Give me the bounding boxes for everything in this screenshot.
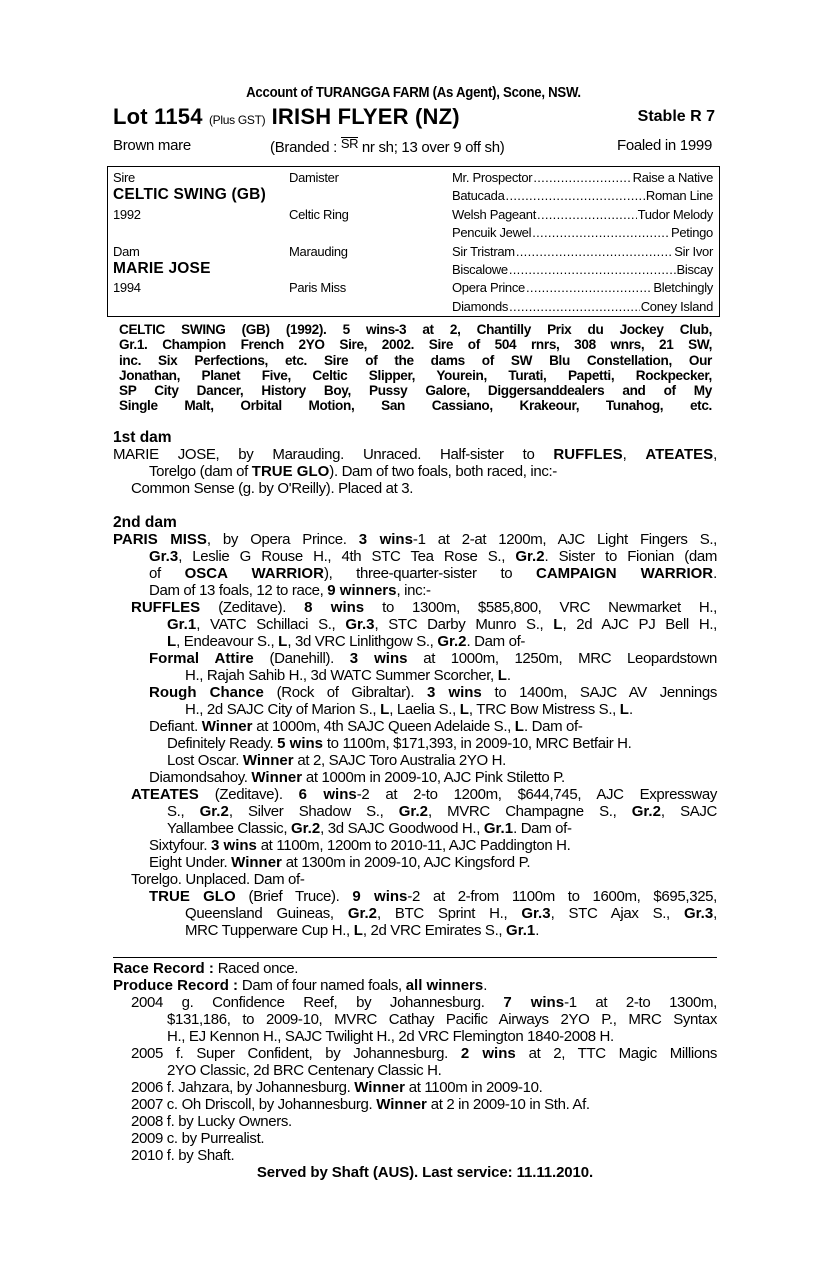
pedigree-entry xyxy=(113,1096,717,1113)
text-run: , xyxy=(713,446,717,463)
plus-gst-note: (Plus GST) xyxy=(208,113,266,127)
ancestor-left: Batucada xyxy=(452,188,505,204)
entry-line xyxy=(149,548,717,565)
bold-run: Gr.2 xyxy=(398,803,428,820)
pedigree-row xyxy=(108,168,719,186)
text-run: S., xyxy=(167,803,200,820)
summary-line: CELTIC SWING (GB) (1992). 5 wins-3 at 2, Chantilly Prix du Jockey Club, xyxy=(119,322,712,337)
ancestor-left: Sir Tristram xyxy=(452,243,515,259)
dam-section xyxy=(113,514,717,939)
summary-line: Jonathan, Planet Five, Celtic Slipper, Yourein, Turati, Papetti, Rockpecker, xyxy=(119,367,712,383)
entry-line xyxy=(167,1062,717,1079)
pedigree-ancestor-pair xyxy=(452,225,713,240)
text-run: to 1300m, $585,800, VRC Newmarket H., xyxy=(364,599,717,616)
bold-run: 8 wins xyxy=(304,599,365,616)
entry-line xyxy=(167,820,717,837)
text-run: Lost Oscar. xyxy=(167,752,243,769)
text-run: at 1000m in 2009-10, AJC Pink Stiletto P. xyxy=(302,769,565,786)
text-run: 2006 f. Jahzara, by Johannesburg. xyxy=(131,1079,355,1096)
pedigree-ancestor-pair xyxy=(452,188,713,203)
entry-line xyxy=(131,994,717,1011)
text-run: , Leslie G Rouse H., 4th STC Tea Rose S., xyxy=(178,548,516,565)
text-run: , inc:- xyxy=(396,582,431,599)
bold-run: Winner xyxy=(251,769,303,786)
text-run: . xyxy=(506,667,511,684)
entry-line xyxy=(131,599,717,616)
sire-summary xyxy=(119,322,712,414)
text-run: Yallambee Classic, xyxy=(167,820,291,837)
entry-line xyxy=(131,1096,717,1113)
bold-run: ATEATES xyxy=(645,446,714,463)
pedigree-grandparent: Paris Miss xyxy=(289,280,346,296)
bold-run: Winner xyxy=(231,854,282,871)
text-run: 2010 f. by Shaft. xyxy=(131,1147,235,1164)
text-run: Dam of 13 foals, 12 to race, xyxy=(149,582,328,599)
pedigree-entry xyxy=(113,599,717,650)
text-run: MARIE JOSE, by Marauding. Unraced. Half-sister to xyxy=(113,446,554,463)
text-run: -1 at 2-to 1300m, xyxy=(564,994,717,1011)
pedigree-row xyxy=(108,260,719,278)
stable-number: Stable R 7 xyxy=(637,108,715,125)
bold-run: L xyxy=(278,633,288,650)
entry-line xyxy=(131,1113,717,1130)
text-run: , STC Ajax S., xyxy=(550,905,684,922)
bold-run: Gr.3 xyxy=(521,905,551,922)
bold-run: Gr.1 xyxy=(483,820,514,837)
lot-title xyxy=(113,104,460,130)
pedigree-row xyxy=(108,205,719,223)
text-run: Diamondsahoy. xyxy=(149,769,252,786)
entry-line xyxy=(149,650,717,667)
lot-number: Lot 1154 xyxy=(113,104,203,129)
text-run: 2007 c. Oh Driscoll, by Johannesburg. xyxy=(131,1096,377,1113)
text-run: (Rock of Gibraltar). xyxy=(263,684,427,701)
bold-run: all winners xyxy=(405,977,484,994)
pedigree-horse-name: MARIE JOSE xyxy=(113,260,211,277)
entry-line xyxy=(167,803,717,820)
pedigree-entry xyxy=(113,531,717,599)
brand-prefix: (Branded : xyxy=(270,139,341,156)
text-run: , 2d VRC Emirates S., xyxy=(362,922,507,939)
pedigree-ancestor-pair xyxy=(452,207,713,222)
text-run: at 1000m, 4th SAJC Queen Adelaide S., xyxy=(252,718,515,735)
foaling-year: Foaled in 1999 xyxy=(616,137,712,154)
pedigree-entry xyxy=(113,650,717,684)
text-run: 2005 f. Super Confident, by Johannesburg. xyxy=(131,1045,461,1062)
section-heading: 1st dam xyxy=(113,429,172,446)
bold-run: CAMPAIGN WARRIOR xyxy=(536,565,714,582)
text-run: ), three-quarter-sister to xyxy=(323,565,536,582)
brand-mark: SR xyxy=(340,136,358,151)
text-run: . xyxy=(628,701,633,718)
horse-name: IRISH FLYER (NZ) xyxy=(271,104,460,129)
bold-run: Winner xyxy=(376,1096,427,1113)
entry-line xyxy=(185,905,717,922)
bold-run: Gr.2 xyxy=(199,803,229,820)
text-run: , VATC Schillaci S., xyxy=(196,616,346,633)
bold-run: Gr.2 xyxy=(515,548,545,565)
bold-run: Race Record : xyxy=(113,960,214,977)
entry-line xyxy=(149,854,717,871)
text-run: , MVRC Champagne S., xyxy=(427,803,632,820)
bold-run: L xyxy=(497,667,507,684)
bold-run: 2 wins xyxy=(460,1045,516,1062)
bold-run: 3 wins xyxy=(426,684,482,701)
pedigree-entry xyxy=(113,871,717,888)
text-run: , xyxy=(622,446,646,463)
bold-run: 7 wins xyxy=(503,994,565,1011)
entry-line xyxy=(131,1079,717,1096)
text-run: at 1000m, 1250m, MRC Leopardstown xyxy=(407,650,717,667)
pedigree-entry xyxy=(113,735,717,752)
ancestor-right: Petingo xyxy=(671,225,713,241)
pedigree-entry xyxy=(113,786,717,837)
bold-run: Gr.2 xyxy=(347,905,378,922)
dot-leader xyxy=(526,280,652,295)
dam-section xyxy=(113,429,717,497)
text-run: Common Sense (g. by O'Reilly). Placed at 3. xyxy=(131,480,414,497)
text-run: Eight Under. xyxy=(149,854,232,871)
summary-line: inc. Six Perfections, etc. Sire of the dams of SW Blu Constellation, Our xyxy=(119,352,712,368)
service-note: Served by Shaft (AUS). Last service: 11.11.2010. xyxy=(256,1164,594,1181)
bold-run: 9 wins xyxy=(352,888,408,905)
pedigree-table xyxy=(107,166,720,317)
dot-leader xyxy=(509,299,640,314)
text-run: H., EJ Kennon H., SAJC Twilight H., 2d VRC Flemington 1840-2008 H. xyxy=(167,1028,614,1045)
bold-run: Gr.3 xyxy=(683,905,714,922)
pedigree-entry xyxy=(113,1130,717,1147)
pedigree-entry xyxy=(113,1147,717,1164)
bold-run: 6 wins xyxy=(298,786,357,803)
entry-line xyxy=(167,1028,717,1045)
text-run: at 2, SAJC Toro Australia 2YO H. xyxy=(293,752,506,769)
text-run: . Sister to Fionian (dam xyxy=(544,548,717,565)
text-run: , 3d VRC Linlithgow S., xyxy=(287,633,438,650)
text-run: , Silver Shadow S., xyxy=(228,803,399,820)
text-run: . xyxy=(535,922,540,939)
text-run: 2YO Classic, 2d BRC Centenary Classic H. xyxy=(167,1062,442,1079)
entry-line xyxy=(185,667,717,684)
text-run: -2 at 2-to 1200m, $644,745, AJC Expressway xyxy=(356,786,717,803)
entry-line xyxy=(149,684,717,701)
entry-line xyxy=(167,752,717,769)
pedigree-entry xyxy=(113,1079,717,1096)
entry-line xyxy=(167,735,717,752)
ancestor-left: Opera Prince xyxy=(452,280,525,296)
entry-line xyxy=(113,977,717,994)
text-run: 2009 c. by Purrealist. xyxy=(131,1130,265,1147)
bold-run: TRUE GLO xyxy=(149,888,236,905)
lot-header xyxy=(113,104,717,130)
pedigree-entry xyxy=(113,684,717,718)
pedigree-horse-name: CELTIC SWING (GB) xyxy=(113,186,266,204)
bold-run: Winner xyxy=(242,752,294,769)
ancestor-left: Welsh Pageant xyxy=(452,206,537,222)
bold-run: RUFFLES xyxy=(553,446,623,463)
entry-line xyxy=(131,480,717,497)
bold-run: L xyxy=(619,701,629,718)
text-run: Torelgo (dam of xyxy=(149,463,252,480)
pedigree-ancestor-pair xyxy=(452,262,713,277)
entry-line xyxy=(185,701,717,718)
entry-line xyxy=(113,960,717,977)
text-run: , Laelia S., xyxy=(389,701,460,718)
bold-run: Winner xyxy=(201,718,253,735)
text-run: . Dam of- xyxy=(466,633,526,650)
entry-line xyxy=(131,1147,717,1164)
pedigree-label: Sire xyxy=(113,170,135,185)
pedigree-entry xyxy=(113,769,717,786)
catalogue-body xyxy=(113,429,717,1181)
pedigree-row xyxy=(108,186,719,204)
pedigree-entry xyxy=(113,480,717,497)
bold-run: 5 wins xyxy=(277,735,323,752)
text-run: , TRC Bow Mistress S., xyxy=(468,701,620,718)
text-run: (Danehill). xyxy=(253,650,350,667)
bold-run: OSCA WARRIOR xyxy=(184,565,324,582)
ancestor-right: Coney Island xyxy=(640,298,713,314)
ancestor-left: Pencuik Jewel xyxy=(452,225,532,241)
pedigree-ancestor-pair xyxy=(452,299,713,314)
vendor-account: Account of TURANGGA FARM (As Agent), Scone, NSW. xyxy=(246,84,581,101)
entry-line xyxy=(149,565,717,582)
bold-run: ATEATES xyxy=(131,786,199,803)
text-run: , SAJC xyxy=(660,803,718,820)
ancestor-left: Mr. Prospector xyxy=(452,170,533,185)
ancestor-right: Tudor Melody xyxy=(637,206,713,222)
pedigree-ancestor-pair xyxy=(452,280,713,295)
ancestor-right: Bletchingly xyxy=(653,280,713,296)
entry-line xyxy=(131,1045,717,1062)
entry-line xyxy=(149,888,717,905)
summary-line: Single Malt, Orbital Motion, San Cassiano, Krakeour, Tunahog, etc. xyxy=(119,398,712,414)
text-run: . xyxy=(483,977,488,994)
text-run: . Dam of- xyxy=(523,718,583,735)
text-run: to 1100m, $171,393, in 2009-10, MRC Betfair H. xyxy=(323,735,632,752)
entry-line xyxy=(131,786,717,803)
text-run: , by Opera Prince. xyxy=(206,531,359,548)
ancestor-left: Biscalowe xyxy=(452,262,508,277)
text-run: at 1100m in 2009-10. xyxy=(404,1079,543,1096)
pedigree-entry xyxy=(113,854,717,871)
entry-line xyxy=(167,616,717,633)
text-run: ). Dam of two foals, both raced, inc:- xyxy=(329,463,557,480)
pedigree-ancestor-pair xyxy=(452,244,713,259)
text-run: , Endeavour S., xyxy=(176,633,279,650)
pedigree-entry xyxy=(113,888,717,939)
text-run: 2008 f. by Lucky Owners. xyxy=(131,1113,292,1130)
dot-leader xyxy=(537,207,637,222)
pedigree-entry xyxy=(113,752,717,769)
entry-line xyxy=(131,871,717,888)
ancestor-left: Diamonds xyxy=(452,298,509,314)
section-heading: 2nd dam xyxy=(113,514,177,531)
text-run: H., 2d SAJC City of Marion S., xyxy=(185,701,381,718)
pedigree-entry xyxy=(113,718,717,735)
divider xyxy=(113,957,717,958)
bold-run: L xyxy=(459,701,469,718)
bold-run: TRUE GLO xyxy=(251,463,330,480)
text-run: to 1400m, SAJC AV Jennings xyxy=(481,684,717,701)
ancestor-right: Sir Ivor xyxy=(674,243,713,259)
text-run: -2 at 2-from 1100m to 1600m, $695,325, xyxy=(407,888,717,905)
brand-suffix: nr sh; 13 over 9 off sh) xyxy=(357,139,505,156)
entry-line xyxy=(113,531,717,548)
bold-run: Gr.1 xyxy=(167,616,197,633)
text-run: (Brief Truce). xyxy=(235,888,353,905)
text-run: , xyxy=(713,905,717,922)
pedigree-row xyxy=(108,297,719,315)
text-run: Definitely Ready. xyxy=(167,735,278,752)
pedigree-entry xyxy=(113,1045,717,1079)
text-run: Defiant. xyxy=(149,718,202,735)
dot-leader xyxy=(533,170,631,185)
bold-run: RUFFLES xyxy=(131,599,201,616)
bold-run: Gr.1 xyxy=(506,922,536,939)
entry-line xyxy=(167,633,717,650)
pedigree-row xyxy=(108,242,719,260)
text-run: Sixtyfour. xyxy=(149,837,212,854)
pedigree-row xyxy=(108,223,719,241)
ancestor-right: Roman Line xyxy=(645,188,713,204)
entry-line xyxy=(185,922,717,939)
text-run: , BTC Sprint H., xyxy=(377,905,522,922)
bold-run: L xyxy=(167,633,177,650)
text-run: Dam of four named foals, xyxy=(238,977,406,994)
dam-sections xyxy=(113,429,717,939)
bold-run: 3 wins xyxy=(358,531,413,548)
text-run: $131,186, to 2009-10, MVRC Cathay Pacific Airways 2YO P., MRC Syntax xyxy=(167,1011,717,1028)
bold-run: Gr.2 xyxy=(290,820,321,837)
pedigree-entry xyxy=(113,1113,717,1130)
dot-leader xyxy=(532,225,670,240)
summary-line: SP City Dancer, History Boy, Pussy Galore, Diggersanddealers and of My xyxy=(119,383,712,399)
pedigree-label: Dam xyxy=(113,243,140,259)
horse-description xyxy=(113,137,712,155)
bold-run: L xyxy=(514,718,524,735)
entry-line xyxy=(131,1130,717,1147)
pedigree-entry xyxy=(113,960,717,977)
pedigree-entry xyxy=(113,837,717,854)
bold-run: Rough Chance xyxy=(149,684,264,701)
pedigree-entry xyxy=(113,977,717,994)
text-run: . xyxy=(713,565,717,582)
pedigree-entry xyxy=(113,446,717,480)
text-run: H., Rajah Sahib H., 3d WATC Summer Scorcher, xyxy=(185,667,498,684)
text-run: Torelgo. Unplaced. Dam of- xyxy=(131,871,305,888)
bold-run: Gr.2 xyxy=(631,803,661,820)
ancestor-right: Raise a Native xyxy=(632,170,713,185)
text-run: at 2 in 2009-10 in Sth. Af. xyxy=(426,1096,590,1113)
dot-leader xyxy=(516,244,673,259)
bold-run: Gr.2 xyxy=(437,633,467,650)
bold-run: Produce Record : xyxy=(113,977,239,994)
race-produce-records xyxy=(113,960,717,1164)
text-run: (Zeditave). xyxy=(198,786,299,803)
text-run: -1 at 2-at 1200m, AJC Light Fingers S., xyxy=(412,531,717,548)
dot-leader xyxy=(509,262,676,277)
pedigree-grandparent: Celtic Ring xyxy=(289,206,349,222)
entry-line xyxy=(149,582,717,599)
bold-run: Winner xyxy=(354,1079,405,1096)
bold-run: 3 wins xyxy=(211,837,257,854)
entry-line xyxy=(149,769,717,786)
text-run: at 1100m, 1200m to 2010-11, AJC Paddington H. xyxy=(256,837,571,854)
bold-run: 3 wins xyxy=(349,650,408,667)
text-run: , 3d SAJC Goodwood H., xyxy=(320,820,484,837)
entry-line xyxy=(149,463,717,480)
pedigree-entry xyxy=(113,994,717,1045)
text-run: at 1300m in 2009-10, AJC Kingsford P. xyxy=(281,854,531,871)
text-run: , 2d AJC PJ Bell H., xyxy=(562,616,717,633)
bold-run: Gr.3 xyxy=(345,616,375,633)
summary-line: Gr.1. Champion French 2YO Sire, 2002. Sire of 504 rnrs, 308 wnrs, 21 SW, xyxy=(119,337,712,353)
colour-sex: Brown mare xyxy=(113,137,191,154)
text-run: Raced once. xyxy=(213,960,299,977)
brand-info xyxy=(270,137,504,156)
text-run: of xyxy=(149,565,185,582)
entry-line xyxy=(149,837,717,854)
text-run: . Dam of- xyxy=(513,820,572,837)
bold-run: L xyxy=(380,701,390,718)
text-run: 2004 g. Confidence Reef, by Johannesburg. xyxy=(131,994,504,1011)
entry-line xyxy=(149,718,717,735)
bold-run: L xyxy=(553,616,563,633)
pedigree-row xyxy=(108,278,719,296)
text-run: , STC Darby Munro S., xyxy=(374,616,554,633)
pedigree-label: 1994 xyxy=(113,280,141,296)
text-run: MRC Tupperware Cup H., xyxy=(185,922,354,939)
bold-run: Formal Attire xyxy=(149,650,254,667)
pedigree-label: 1992 xyxy=(113,206,141,222)
bold-run: 9 winners xyxy=(327,582,397,599)
text-run: (Zeditave). xyxy=(200,599,305,616)
pedigree-grandparent: Marauding xyxy=(289,243,348,259)
text-run: Queensland Guineas, xyxy=(185,905,348,922)
ancestor-right: Biscay xyxy=(676,262,713,277)
entry-line xyxy=(167,1011,717,1028)
bold-run: PARIS MISS xyxy=(113,531,207,548)
pedigree-ancestor-pair xyxy=(452,170,713,185)
dot-leader xyxy=(506,188,645,203)
bold-run: L xyxy=(353,922,363,939)
pedigree-grandparent: Damister xyxy=(289,170,339,185)
bold-run: Gr.3 xyxy=(149,548,179,565)
text-run: at 2, TTC Magic Millions xyxy=(515,1045,717,1062)
entry-line xyxy=(113,446,717,463)
